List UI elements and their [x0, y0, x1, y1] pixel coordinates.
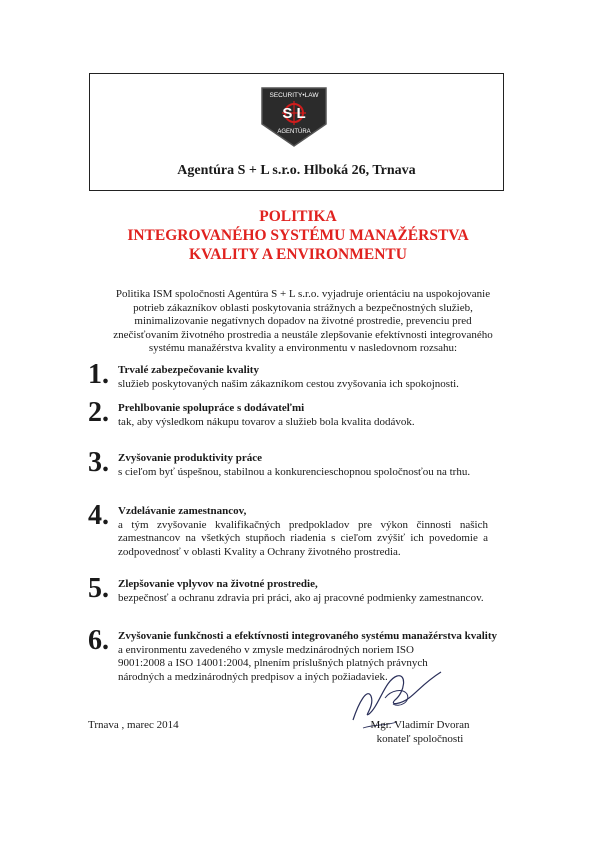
agency-logo	[258, 84, 330, 148]
item-title: Trvalé zabezpečovanie kvality	[118, 364, 259, 376]
item-text: služieb poskytovaných našim zákazníkom cestou zvyšovania ich spokojnosti.	[118, 378, 459, 390]
item-text: a tým zvyšovanie kvalifikačných predpokladov pre výkon činnosti našich zamestnancov na všetkých stupňoch riadenia s cieľom zvýšiť ich povedomie a zodpovednosť v oblasti Kvality a Ochrany životného prostredia.	[118, 519, 488, 558]
intro-line: minimalizovanie negatívnych dopadov na životné prostredie, prevenciu pred	[134, 315, 472, 328]
item-number: 1.	[88, 359, 109, 390]
item-number: 5.	[88, 573, 109, 604]
signer-name: Mgr. Vladimír Dvoran	[370, 719, 470, 731]
intro-paragraph	[108, 288, 498, 356]
title-line-2: INTEGROVANÉHO SYSTÉMU MANAŽÉRSTVA	[127, 227, 469, 244]
item-title: Zlepšovanie vplyvov na životné prostredie,	[118, 578, 318, 590]
item-number: 6.	[88, 625, 109, 656]
company-line: Agentúra S + L s.r.o. Hlboká 26, Trnava	[177, 163, 416, 178]
logo-letters: S L	[282, 105, 306, 122]
title-line-1: POLITIKA	[259, 208, 337, 225]
item-text: tak, aby výsledkom nákupu tovarov a služieb bola kvalita dodávok.	[118, 416, 415, 428]
item-number: 4.	[88, 500, 109, 531]
logo-ring-text: SECURITY•LAW	[269, 92, 319, 99]
intro-line: systému manažérstva kvality a environmentu v nasledovnom rozsahu:	[148, 342, 458, 355]
signer-block	[350, 719, 490, 746]
item-number: 2.	[88, 397, 109, 428]
intro-line: znečisťovaním životného prostredia a neustále zlepšovanie efektívnosti integrovaného	[113, 328, 493, 341]
header-box	[89, 73, 504, 191]
signer-role: konateľ spoločnosti	[376, 732, 464, 745]
item-title: Prehlbovanie spolupráce s dodávateľmi	[118, 402, 305, 414]
intro-line: Politika ISM spoločnosti Agentúra S + L s.r.o. vyjadruje orientáciu na uspokojovanie	[115, 288, 491, 300]
item-title: Zvyšovanie funkčnosti a efektívnosti integrovaného systému manažérstva kvality	[118, 630, 497, 642]
item-text: s cieľom byť úspešnou, stabilnou a konkurencieschopnou spoločnosťou na trhu.	[118, 466, 471, 478]
item-text: bezpečnosť a ochranu zdravia pri práci, ako aj pracovné podmienky zamestnancov.	[118, 592, 484, 604]
place-date: Trnava , marec 2014	[88, 719, 179, 731]
item-title: Vzdelávanie zamestnancov,	[118, 505, 247, 517]
logo-subtitle: AGENTÚRA	[277, 129, 311, 135]
title-line-3: KVALITY A ENVIRONMENTU	[189, 246, 407, 263]
item-text: a environmentu zavedeného v zmysle medzinárodných noriem ISO 9001:2008 a ISO 14001:2004, plnením príslušných platných právnych národných a medzinárodných predpisov a iných požiadaviek.	[118, 644, 428, 683]
item-number: 3.	[88, 447, 109, 478]
intro-line: potrieb zákazníkov oblasti poskytovania strážnych a bezpečnostných služieb,	[133, 301, 473, 314]
item-title: Zvyšovanie produktivity práce	[118, 452, 263, 464]
